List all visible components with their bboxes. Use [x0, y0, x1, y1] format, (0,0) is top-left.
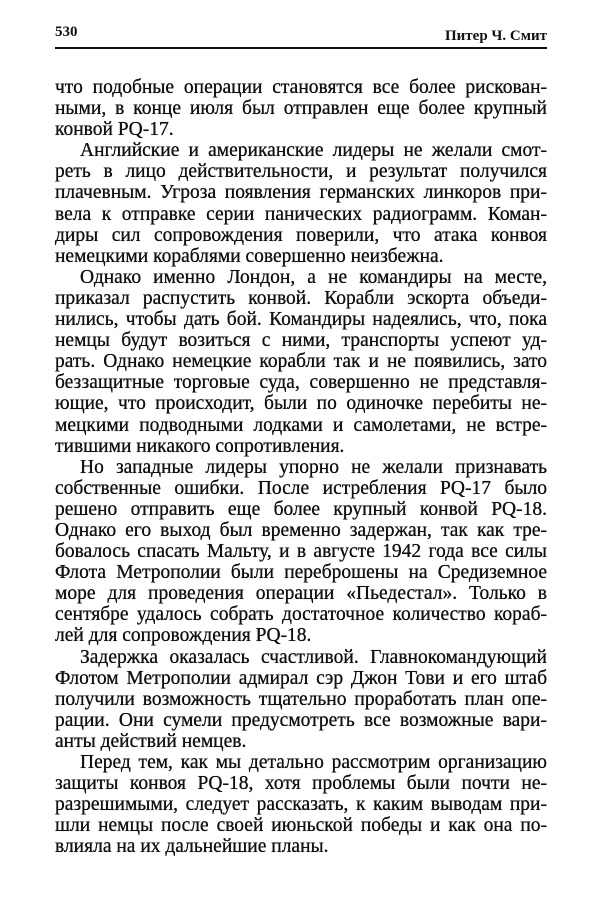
paragraph [55, 457, 547, 647]
paragraph [55, 140, 547, 267]
text-line: тившими никакого сопротивления. [55, 435, 345, 457]
text-line: беззащитные торговые суда, совершенно не представля- [55, 372, 547, 394]
text-line: Перед тем, как мы детально рассмотрим организацию [80, 752, 547, 773]
page-number: 530 [55, 24, 78, 40]
text-line: лей для сопровождения PQ-18. [55, 625, 312, 647]
text-line: Однако именно Лондон, а не командиры на месте, [80, 266, 547, 288]
text-line: плачевным. Угроза появления германских линкоров при- [55, 182, 547, 204]
paragraph [55, 77, 547, 140]
paragraph [55, 647, 547, 752]
text-line: разрешимыми, следует рассказать, к каким выводам при- [55, 794, 547, 816]
text-line: мецкими подводными лодками и самолетами, не встре- [55, 414, 547, 436]
text-line: решено отправить еще более крупный конвой PQ-18. [55, 498, 547, 520]
text-line: приказал распустить конвой. Корабли эскорта объеди- [55, 287, 547, 309]
paragraph [55, 752, 547, 857]
text-line: рации. Они сумели предусмотреть все возможные вари- [55, 709, 547, 731]
header-rule [55, 47, 547, 49]
text-line: Флота Метрополии были переброшены на Средиземное [55, 562, 547, 584]
text-line: Однако его выход был временно задержан, так как тре- [55, 519, 547, 541]
text-line: конвой PQ-17. [55, 119, 174, 141]
text-line: рать. Однако немецкие корабли так и не появились, зато [55, 351, 547, 373]
text-line: ными, в конце июля был отправлен еще более крупный [55, 98, 547, 120]
text-line: вела к отправке серии панических радиограмм. Коман- [55, 203, 547, 225]
text-line: море для проведения операции «Пьедестал». Только в [55, 583, 547, 605]
text-line: получили возможность тщательно проработать план опе- [55, 688, 547, 710]
text-line: немцы будут возиться с ними, транспорты успеют уд- [55, 330, 547, 352]
text-line: реть в лицо действительности, и результат получился [55, 161, 547, 183]
text-line: диры сил сопровождения поверили, что атака конвоя [55, 224, 547, 246]
text-line: анты действий немцев. [55, 730, 247, 752]
text-line: влияла на их дальнейшие планы. [55, 836, 329, 858]
running-title: Питер Ч. Смит [445, 28, 547, 44]
text-line: немецкими кораблями совершенно неизбежна. [55, 245, 444, 267]
text-line: Флотом Метрополии адмирал сэр Джон Тови и его штаб [55, 667, 547, 689]
text-line: сентябре удалось собрать достаточное количество кораб- [55, 604, 547, 626]
text-line: Но западные лидеры упорно не желали признавать [80, 456, 547, 478]
text-line: нились, чтобы дать бой. Командиры надеялись, что, пока [55, 309, 547, 331]
text-line: защиты конвоя PQ-18, хотя проблемы были почти не- [55, 773, 547, 795]
text-line: что подобные операции становятся все более рискован- [55, 77, 547, 98]
text-line: Английские и американские лидеры не желали смот- [80, 140, 547, 162]
body-text [55, 77, 547, 857]
text-line: бовалось спасать Мальту, и в августе 1942 года все силы [55, 541, 547, 563]
running-header [55, 22, 547, 46]
paragraph [55, 267, 547, 457]
text-line: собственные ошибки. После истребления PQ-17 было [55, 477, 547, 499]
text-line: Задержка оказалась счастливой. Главнокомандующий [80, 646, 547, 668]
text-line: шли немцы после своей июньской победы и как она по- [55, 815, 547, 837]
text-line: ющие, что происходит, были по одиночке перебиты не- [55, 393, 547, 415]
